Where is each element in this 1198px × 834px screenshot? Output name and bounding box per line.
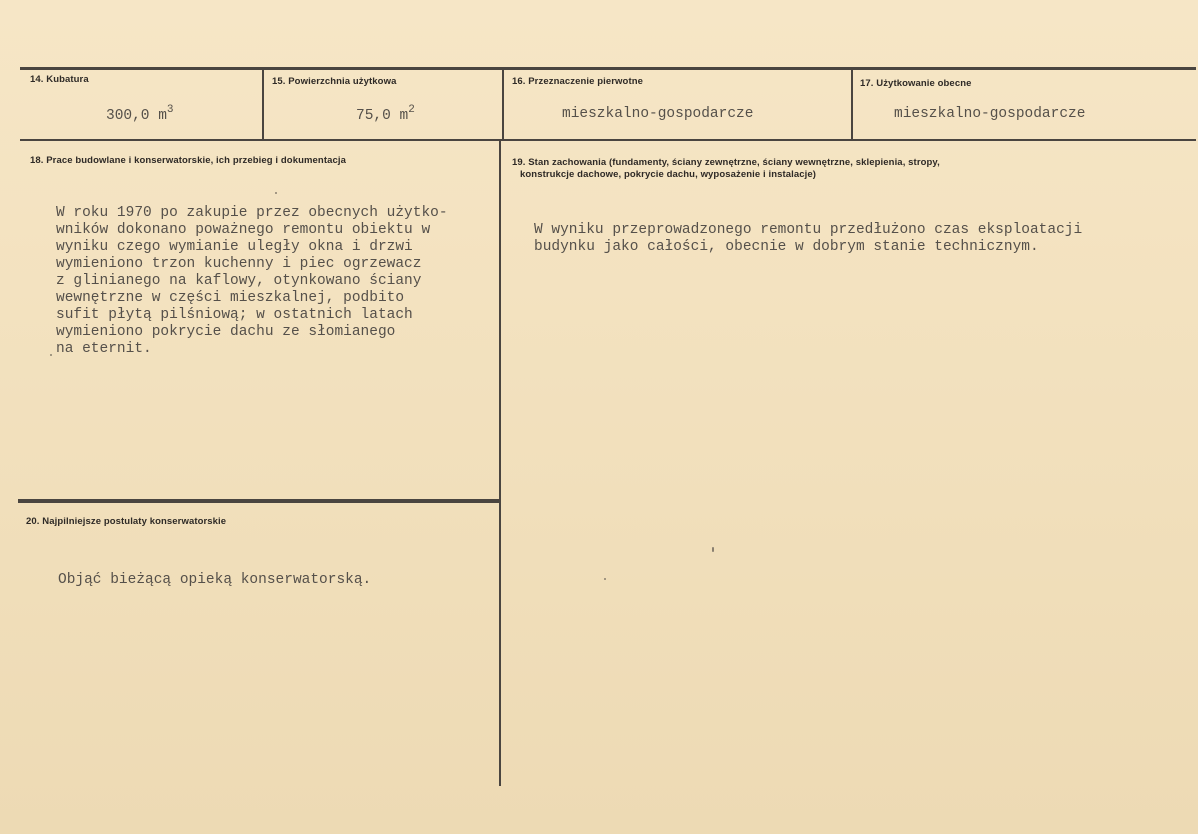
section-18-bottom-border bbox=[18, 499, 500, 503]
przeznaczenie-label: 16. Przeznaczenie pierwotne bbox=[512, 76, 643, 87]
row1-bottom-border bbox=[20, 139, 1196, 141]
section-19-text bbox=[534, 222, 1082, 256]
przeznaczenie-value: mieszkalno-gospodarcze bbox=[562, 106, 754, 122]
paper-speck bbox=[712, 547, 714, 552]
powierzchnia-label: 15. Powierzchnia użytkowa bbox=[272, 76, 397, 87]
paper-speck bbox=[604, 578, 606, 580]
section-18-line: na eternit. bbox=[56, 341, 152, 357]
section-18-line: sufit płytą pilśniową; w ostatnich latach bbox=[56, 307, 413, 323]
kubatura-number: 300,0 m bbox=[106, 108, 167, 124]
kubatura-exponent: 3 bbox=[166, 104, 174, 116]
main-column-divider bbox=[499, 140, 501, 786]
section-18-label: 18. Prace budowlane i konserwatorskie, ich przebieg i dokumentacja bbox=[30, 155, 346, 166]
section-19-label-line1: 19. Stan zachowania (fundamenty, ściany zewnętrzne, ściany wewnętrzne, sklepienia, stropy, bbox=[512, 157, 940, 168]
row1-divider-3 bbox=[851, 69, 853, 140]
powierzchnia-number: 75,0 m bbox=[356, 108, 409, 124]
powierzchnia-exponent: 2 bbox=[408, 104, 415, 116]
top-border bbox=[20, 67, 1196, 70]
kubatura-label: 14. Kubatura bbox=[30, 74, 89, 85]
section-19-line: budynku jako całości, obecnie w dobrym stanie technicznym. bbox=[534, 239, 1039, 255]
section-18-line: wymieniono trzon kuchenny i piec ogrzewacz bbox=[56, 256, 422, 272]
row1-divider-1 bbox=[262, 69, 264, 140]
section-18-line: wyniku czego wymianie uległy okna i drzwi bbox=[56, 239, 413, 255]
powierzchnia-value bbox=[356, 104, 415, 124]
section-20-label: 20. Najpilniejsze postulaty konserwatorskie bbox=[26, 516, 227, 527]
paper-speck bbox=[275, 192, 277, 194]
section-18-line: wewnętrzne w części mieszkalnej, podbito bbox=[56, 290, 405, 306]
row1-divider-2 bbox=[502, 69, 504, 140]
section-18-line: wymieniono pokrycie dachu ze słomianego bbox=[56, 324, 396, 340]
section-18-line: z glinianego na kaflowy, otynkowano ściany bbox=[56, 273, 422, 289]
kubatura-value bbox=[106, 104, 174, 124]
section-20-text: Objąć bieżącą opieką konserwatorską. bbox=[58, 572, 372, 588]
section-18-text bbox=[56, 205, 448, 358]
uzytkowanie-value: mieszkalno-gospodarcze bbox=[894, 106, 1086, 122]
section-18-line: wników dokonano poważnego remontu obiektu w bbox=[56, 222, 431, 238]
section-19-line: W wyniku przeprowadzonego remontu przedłużono czas eksploatacji bbox=[534, 222, 1083, 238]
section-18-line: W roku 1970 po zakupie przez obecnych użytko- bbox=[56, 205, 448, 221]
section-19-label-line2: konstrukcje dachowe, pokrycie dachu, wyposażenie i instalacje) bbox=[520, 169, 817, 180]
uzytkowanie-label: 17. Użytkowanie obecne bbox=[860, 78, 972, 89]
paper-speck bbox=[50, 354, 52, 356]
